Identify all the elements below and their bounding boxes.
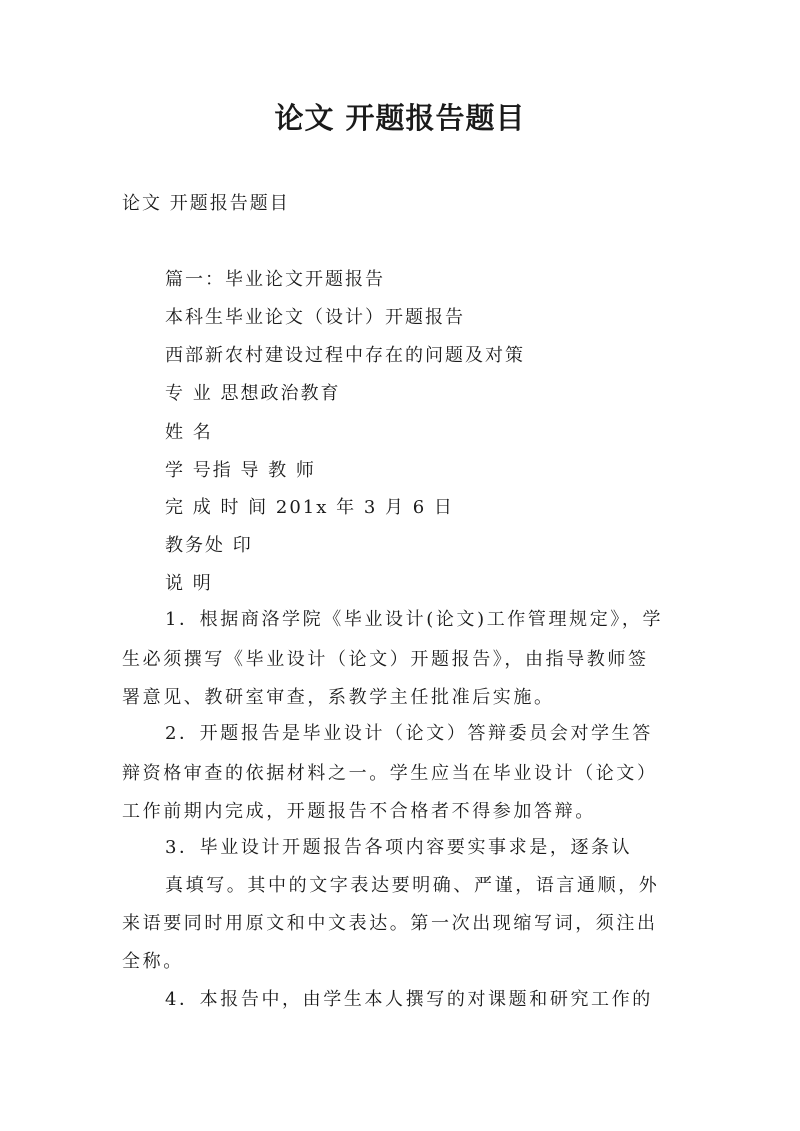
paragraph-line: 4．本报告中，由学生本人撰写的对课题和研究工作的 [165, 989, 653, 1010]
document-title: 论文 开题报告题目 [274, 101, 526, 135]
major-line: 专 业 思想政治教育 [165, 383, 341, 404]
office-print-line: 教务处 印 [165, 535, 253, 556]
paragraph-line: 3．毕业设计开题报告各项内容要实事求是，逐条认 [165, 837, 633, 858]
report-type-line: 本科生毕业论文（设计）开题报告 [165, 307, 465, 328]
completion-date-line: 完 成 时 间 201x 年 3 月 6 日 [165, 497, 454, 518]
thesis-topic-line: 西部新农村建设过程中存在的问题及对策 [165, 345, 525, 366]
student-id-advisor-line: 学 号指 导 教 师 [165, 460, 316, 481]
name-line: 姓 名 [165, 422, 213, 443]
section-heading: 篇一：毕业论文开题报告 [165, 269, 385, 290]
paragraph-line: 1．根据商洛学院《毕业设计(论文)工作管理规定》，学 [165, 609, 664, 630]
paragraph-line: 来语要同时用原文和中文表达。第一次出现缩写词，须注出 [122, 913, 658, 934]
paragraph-line: 署意见、教研室审查，系教学主任批准后实施。 [122, 687, 555, 708]
document-subtitle: 论文 开题报告题目 [122, 193, 290, 214]
notes-heading: 说 明 [165, 573, 213, 594]
paragraph-line: 工作前期内完成，开题报告不合格者不得参加答辩。 [122, 801, 596, 822]
paragraph-line: 生必须撰写《毕业设计（论文）开题报告》，由指导教师签 [122, 649, 649, 670]
paragraph-line: 2．开题报告是毕业设计（论文）答辩委员会对学生答 [165, 723, 653, 744]
paragraph-line: 辩资格审查的依据材料之一。学生应当在毕业设计（论文） [122, 763, 658, 784]
paragraph-line: 真填写。其中的文字表达要明确、严谨，语言通顺，外 [165, 875, 660, 896]
paragraph-line: 全称。 [122, 951, 184, 972]
